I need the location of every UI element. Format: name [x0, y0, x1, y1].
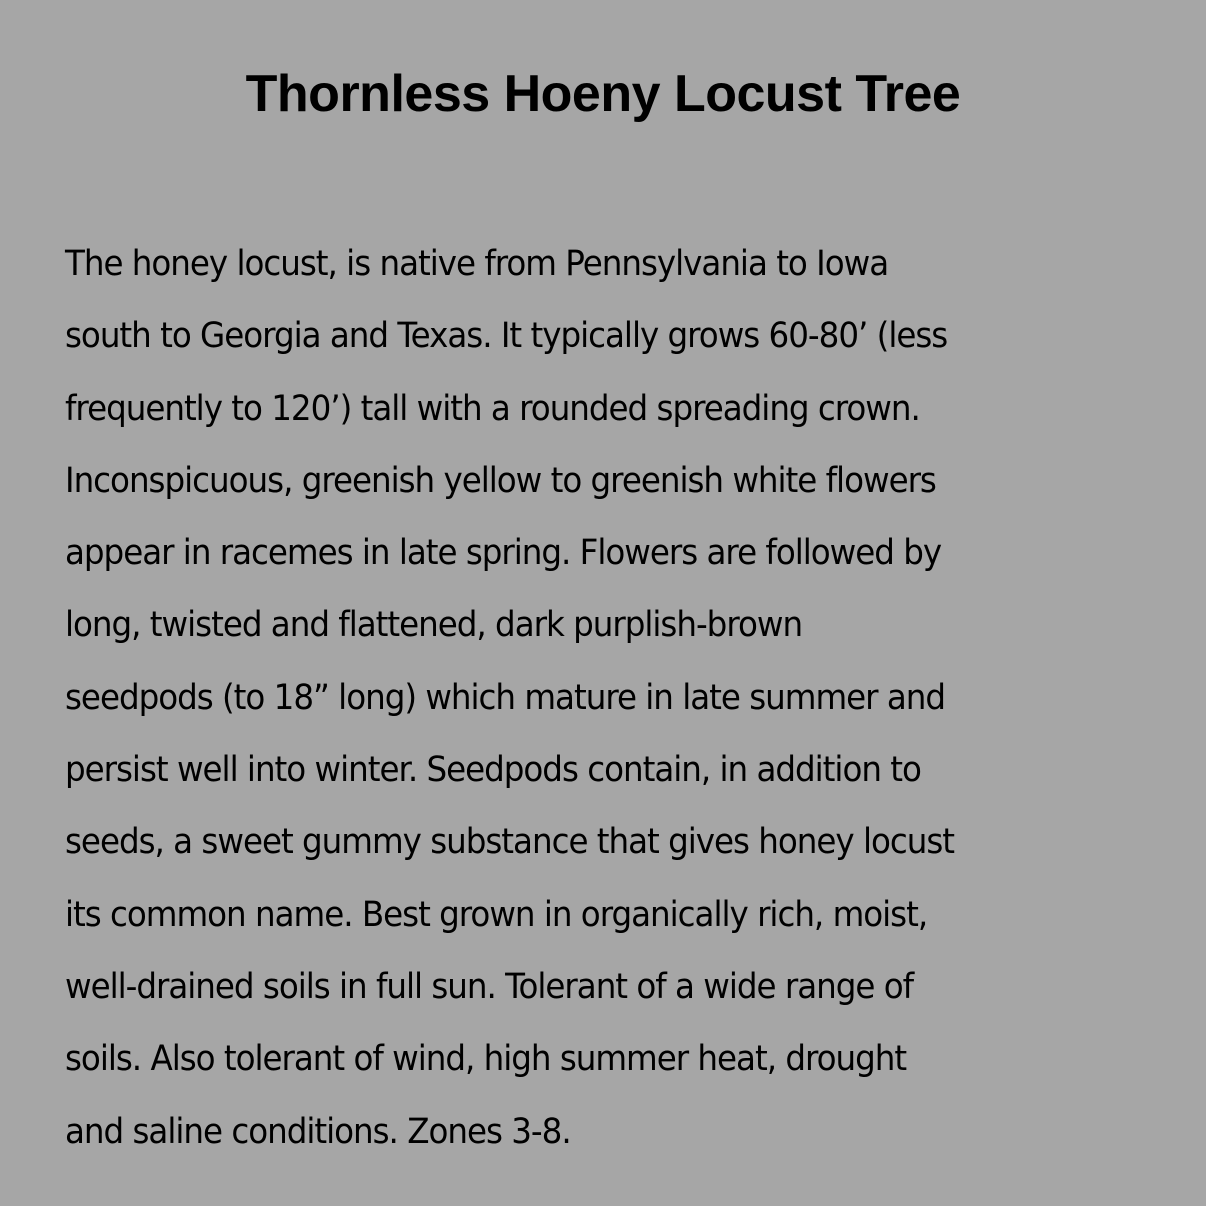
description-line: Inconspicuous, greenish yellow to greenish white flowers	[65, 460, 936, 501]
description-line: appear in racemes in late spring. Flowers are followed by	[65, 533, 942, 574]
description-line: persist well into winter. Seedpods contain, in addition to	[65, 750, 921, 791]
description-line: soils. Also tolerant of wind, high summer heat, drought	[65, 1039, 907, 1080]
description-line: long, twisted and flattened, dark purplish-brown	[65, 605, 803, 646]
description-line: frequently to 120’) tall with a rounded spreading crown.	[65, 388, 920, 429]
description-line: its common name. Best grown in organically rich, moist,	[65, 894, 928, 935]
page-title: Thornless Hoeny Locust Tree	[245, 65, 961, 123]
description-line: well-drained soils in full sun. Tolerant of a wide range of	[65, 966, 914, 1007]
description-line: seeds, a sweet gummy substance that gives honey locust	[65, 822, 955, 863]
description-line: The honey locust, is native from Pennsylvania to Iowa	[65, 244, 889, 284]
description-line: south to Georgia and Texas. It typically grows 60-80’ (less	[65, 316, 948, 357]
description-line: seedpods (to 18” long) which mature in late summer and	[65, 677, 946, 718]
description-line: and saline conditions. Zones 3-8.	[65, 1111, 571, 1152]
description-paragraph	[65, 228, 1165, 1168]
